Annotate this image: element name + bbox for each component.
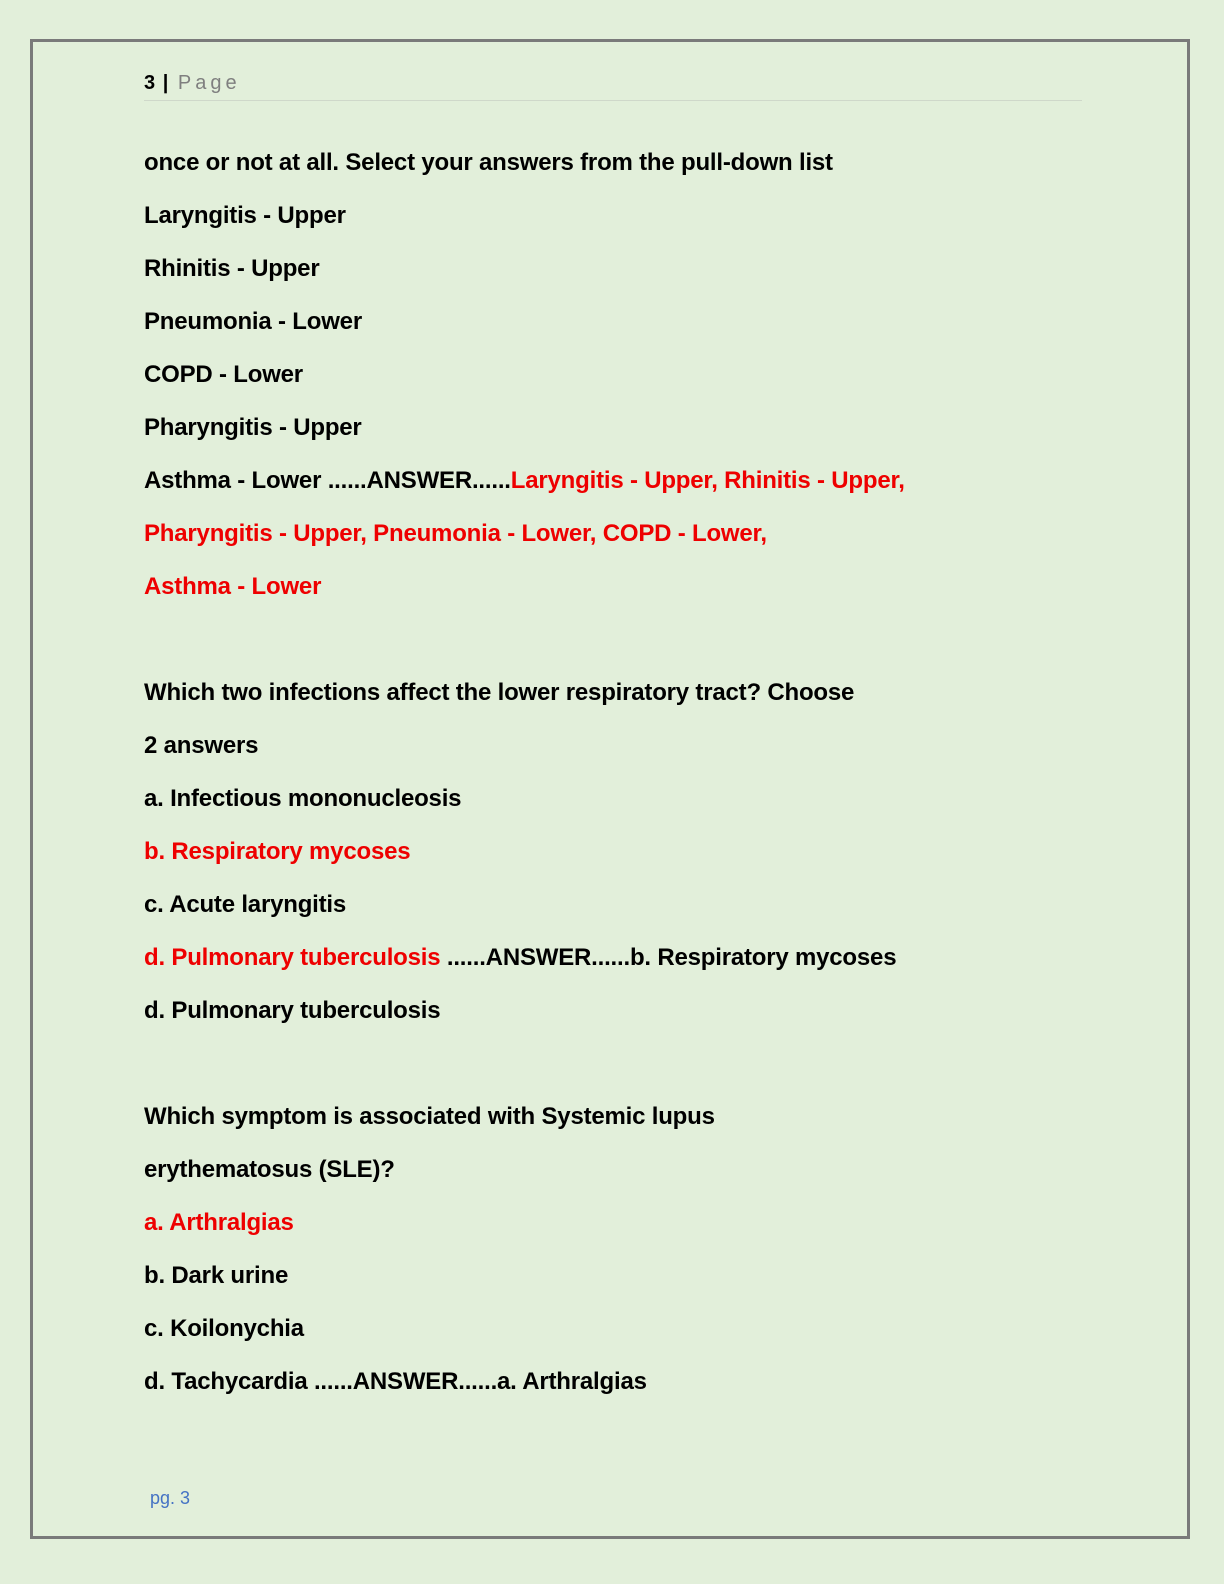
answer-line-3: Asthma - Lower bbox=[144, 573, 322, 600]
answer-text: ......ANSWER......b. Respiratory mycoses bbox=[440, 944, 897, 971]
option-c: c. Acute laryngitis bbox=[144, 891, 347, 918]
spacer bbox=[144, 1037, 1082, 1090]
document-body bbox=[144, 136, 1082, 1408]
answer-line-1-prefix: Asthma - Lower ......ANSWER...... bbox=[144, 467, 511, 494]
question-3-line-1: Which symptom is associated with Systemic lupus bbox=[144, 1103, 715, 1130]
header-page-word: Page bbox=[177, 72, 241, 94]
list-item-laryngitis: Laryngitis - Upper bbox=[144, 202, 346, 229]
page-footer: pg. 3 bbox=[150, 1488, 191, 1508]
option-b-correct: b. Respiratory mycoses bbox=[144, 838, 411, 865]
option-c: c. Koilonychia bbox=[144, 1315, 304, 1342]
list-item-pharyngitis: Pharyngitis - Upper bbox=[144, 414, 362, 441]
question-3-line-2: erythematosus (SLE)? bbox=[144, 1156, 395, 1183]
option-d-correct: d. Pulmonary tuberculosis bbox=[144, 944, 441, 971]
spacer bbox=[144, 613, 1082, 666]
question-2-line-2: 2 answers bbox=[144, 732, 259, 759]
option-d: d. Pulmonary tuberculosis bbox=[144, 997, 441, 1024]
answer-line-1-answer: Laryngitis - Upper, Rhinitis - Upper, bbox=[510, 467, 905, 494]
option-d-answer-line bbox=[144, 931, 1082, 984]
intro-line: once or not at all. Select your answers from the pull-down list bbox=[144, 149, 833, 176]
list-item-copd: COPD - Lower bbox=[144, 361, 303, 388]
option-d-answer-line: d. Tachycardia ......ANSWER......a. Arthralgias bbox=[144, 1368, 647, 1395]
list-item-rhinitis: Rhinitis - Upper bbox=[144, 255, 320, 282]
page-header bbox=[144, 72, 1082, 101]
question-2-line-1: Which two infections affect the lower respiratory tract? Choose bbox=[144, 679, 855, 706]
option-b: b. Dark urine bbox=[144, 1262, 289, 1289]
option-a: a. Infectious mononucleosis bbox=[144, 785, 462, 812]
answer-line-2: Pharyngitis - Upper, Pneumonia - Lower, COPD - Lower, bbox=[144, 520, 767, 547]
header-page-number: 3 bbox=[144, 72, 156, 94]
header-separator: | bbox=[162, 72, 169, 94]
list-item-pneumonia: Pneumonia - Lower bbox=[144, 308, 362, 335]
option-a-correct: a. Arthralgias bbox=[144, 1209, 294, 1236]
answer-line-1 bbox=[144, 454, 1082, 507]
